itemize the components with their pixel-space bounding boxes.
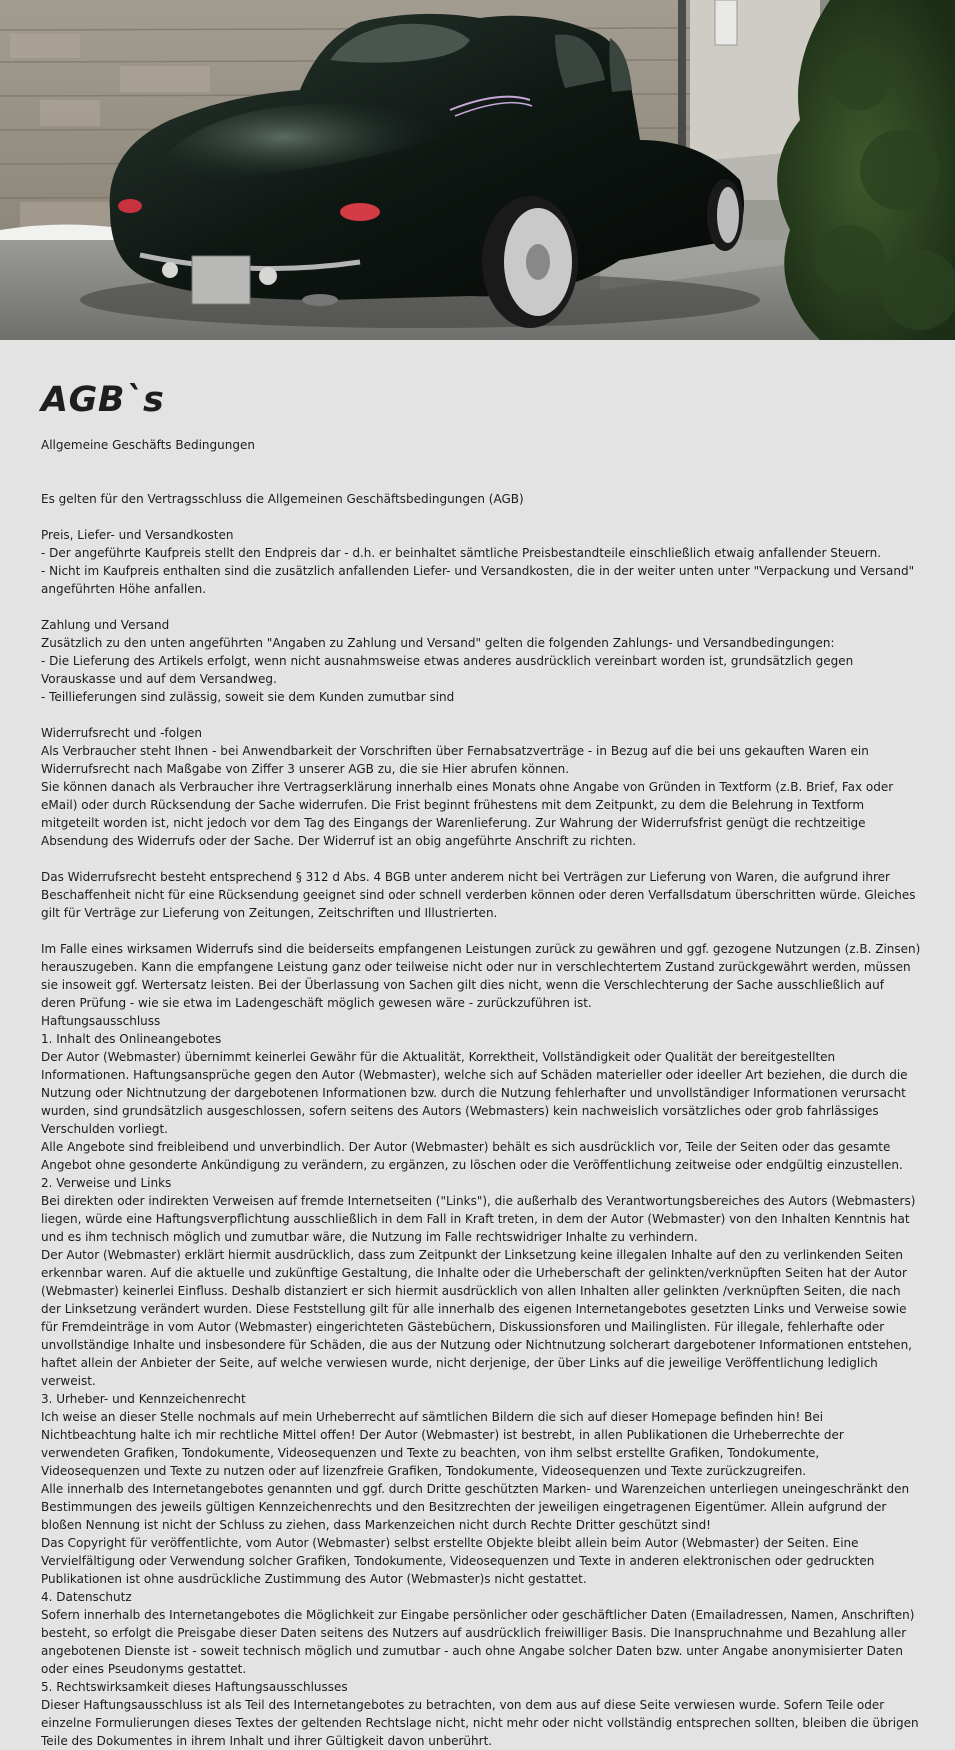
- agb-section: [41, 616, 921, 706]
- paragraph: Alle Angebote sind freibleibend und unverbindlich. Der Autor (Webmaster) behält es sich ausdrücklich vor, Teile der Seiten oder das gesamte Angebot ohne gesonderte Ankündigung zu verändern, zu ergänzen, zu löschen oder die Veröffentlichung zeitweise oder endgültig einzustellen.: [41, 1140, 903, 1172]
- section-heading: 4. Datenschutz: [41, 1590, 132, 1604]
- section-heading: Preis, Liefer- und Versandkosten: [41, 528, 234, 542]
- paragraph: Als Verbraucher steht Ihnen - bei Anwendbarkeit der Vorschriften über Fernabsatzverträge - in Bezug auf die bei uns gekauften Waren ein Widerrufsrecht nach Maßgabe von Ziffer 3 unserer AGB zu, die sie Hier abrufen können.: [41, 744, 869, 776]
- paragraph: Zusätzlich zu den unten angeführten "Angaben zu Zahlung und Versand" gelten die folgenden Zahlungs- und Versandbedingungen:: [41, 636, 835, 650]
- paragraph: Das Widerrufsrecht besteht entsprechend § 312 d Abs. 4 BGB unter anderem nicht bei Verträgen zur Lieferung von Waren, die aufgrund ihrer Beschaffenheit nicht für eine Rücksendung geeignet sind oder schnell verderben können oder deren Verfallsdatum überschritten würde. Gleiches gilt für Verträge zur Lieferung von Zeitungen, Zeitschriften und Illustrierten.: [41, 870, 916, 920]
- main-content: [0, 340, 955, 1750]
- paragraph: Dieser Haftungsausschluss ist als Teil des Internetangebotes zu betrachten, von dem aus auf diese Seite verwiesen wurde. Sofern Teile oder einzelne Formulierungen dieses Textes der geltenden Rechtslage nicht, nicht mehr oder nicht vollständig entsprechen sollten, bleiben die übrigen Teile des Dokumentes in ihrem Inhalt und ihrer Gültigkeit davon unberührt.: [41, 1698, 919, 1748]
- paragraph: Ich weise an dieser Stelle nochmals auf mein Urheberrecht auf sämtlichen Bildern die sich auf dieser Homepage befinden hin! Bei Nichtbeachtung halte ich mir rechtliche Mittel offen! Der Autor (Webmaster) ist bestrebt, in allen Publikationen die Urheberrechte der verwendeten Grafiken, Tondokumente, Videosequenzen und Texte zu beachten, von ihm selbst erstellte Grafiken, Tondokumente, Videosequenzen und Texte zu nutzen oder auf lizenzfreie Grafiken, Tondokumente, Videosequenzen und Texte zurückzugreifen.: [41, 1410, 844, 1478]
- paragraph: Es gelten für den Vertragsschluss die Allgemeinen Geschäftsbedingungen (AGB): [41, 492, 524, 506]
- section-heading: Haftungsausschluss: [41, 1014, 161, 1028]
- section-heading: Widerrufsrecht und -folgen: [41, 726, 202, 740]
- hero-image: [0, 0, 955, 340]
- section-heading: Zahlung und Versand: [41, 618, 170, 632]
- section-heading: 5. Rechtswirksamkeit dieses Haftungsausschlusses: [41, 1680, 348, 1694]
- section-heading: 3. Urheber- und Kennzeichenrecht: [41, 1392, 246, 1406]
- agb-text: [41, 490, 921, 1750]
- paragraph: Alle innerhalb des Internetangebotes genannten und ggf. durch Dritte geschützten Marken- und Warenzeichen unterliegen uneingeschränkt den Bestimmungen des jeweils gültigen Kennzeichenrechts und den Besitzrechten der jeweiligen eingetragenen Eigentümer. Allein aufgrund der bloßen Nennung ist nicht der Schluss zu ziehen, dass Markenzeichen nicht durch Rechte Dritter geschützt sind!: [41, 1482, 910, 1532]
- paragraph: Im Falle eines wirksamen Widerrufs sind die beiderseits empfangenen Leistungen zurück zu gewähren und ggf. gezogene Nutzungen (z.B. Zinsen) herauszugeben. Kann die empfangene Leistung ganz oder teilweise nicht oder nur in verschlechtertem Zustand zurückgewährt werden, müssen sie insoweit ggf. Wertersatz leisten. Bei der Überlassung von Sachen gilt dies nicht, wenn die Verschlechterung der Sache ausschließlich auf deren Prüfung - wie sie etwa im Ladengeschäft möglich gewesen wäre - zurückzuführen ist.: [41, 942, 921, 1010]
- agb-section: [41, 868, 921, 922]
- page-title: AGB`s: [41, 380, 165, 420]
- agb-section: [41, 724, 921, 850]
- paragraph: Bei direkten oder indirekten Verweisen auf fremde Internetseiten ("Links"), die außerhalb des Verantwortungsbereiches des Autors (Webmasters) liegen, würde eine Haftungsverpflichtung ausschließlich in dem Fall in Kraft treten, in dem der Autor (Webmaster) von den Inhalten Kenntnis hat und es ihm technisch möglich und zumutbar wäre, die Nutzung im Falle rechtswidriger Inhalte zu verhindern.: [41, 1194, 916, 1244]
- agb-section: [41, 526, 921, 598]
- section-heading: 1. Inhalt des Onlineangebotes: [41, 1032, 222, 1046]
- paragraph: Sie können danach als Verbraucher ihre Vertragserklärung innerhalb eines Monats ohne Angabe von Gründen in Textform (z.B. Brief, Fax oder eMail) oder durch Rücksendung der Sache widerrufen. Die Frist beginnt frühestens mit dem Zeitpunkt, zu dem die Belehrung in Textform mitgeteilt worden ist, nicht jedoch vor dem Tag des Eingangs der Warenlieferung. Zur Wahrung der Widerrufsfrist genügt die rechtzeitige Absendung des Widerrufs oder der Sache. Der Widerruf ist an obig angeführte Anschrift zu richten.: [41, 780, 894, 848]
- agb-section: [41, 490, 921, 508]
- paragraph: Sofern innerhalb des Internetangebotes die Möglichkeit zur Eingabe persönlicher oder geschäftlicher Daten (Emailadressen, Namen, Anschriften) besteht, so erfolgt die Preisgabe dieser Daten seitens des Nutzers auf ausdrücklich freiwilliger Basis. Die Inanspruchnahme und Bezahlung aller angebotenen Dienste ist - soweit technisch möglich und zumutbar - auch ohne Angabe solcher Daten bzw. unter Angabe anonymisierter Daten oder eines Pseudonyms gestattet.: [41, 1608, 915, 1676]
- paragraph: - Teillieferungen sind zulässig, soweit sie dem Kunden zumutbar sind: [41, 690, 455, 704]
- agb-section: [41, 940, 921, 1750]
- car-photo: [0, 0, 955, 340]
- paragraph: Der Autor (Webmaster) übernimmt keinerlei Gewähr für die Aktualität, Korrektheit, Vollständigkeit oder Qualität der bereitgestellten Informationen. Haftungsansprüche gegen den Autor (Webmaster), welche sich auf Schäden materieller oder ideeller Art beziehen, die durch die Nutzung oder Nichtnutzung der dargebotenen Informationen bzw. durch die Nutzung fehlerhafter und unvollständiger Informationen verursacht wurden, sind grundsätzlich ausgeschlossen, sofern seitens des Autors (Webmasters) kein nachweislich vorsätzliches oder grob fahrlässiges Verschulden vorliegt.: [41, 1050, 908, 1136]
- section-heading: 2. Verweise und Links: [41, 1176, 172, 1190]
- page-subtitle: Allgemeine Geschäfts Bedingungen: [41, 438, 255, 452]
- paragraph: - Der angeführte Kaufpreis stellt den Endpreis dar - d.h. er beinhaltet sämtliche Preisbestandteile einschließlich etwaig anfallender Steuern.: [41, 546, 882, 560]
- paragraph: Der Autor (Webmaster) erklärt hiermit ausdrücklich, dass zum Zeitpunkt der Linksetzung keine illegalen Inhalte auf den zu verlinkenden Seiten erkennbar waren. Auf die aktuelle und zukünftige Gestaltung, die Inhalte oder die Urheberschaft der gelinkten/verknüpften Seiten hat der Autor (Webmaster) keinerlei Einfluss. Deshalb distanziert er sich hiermit ausdrücklich von allen Inhalten aller gelinkten /verknüpften Seiten, die nach der Linksetzung verändert wurden. Diese Feststellung gilt für alle innerhalb des eigenen Internetangebotes gesetzten Links und Verweise sowie für Fremdeinträge in vom Autor (Webmaster) eingerichteten Gästebüchern, Diskussionsforen und Mailinglisten. Für illegale, fehlerhafte oder unvollständige Inhalte und insbesondere für Schäden, die aus der Nutzung oder Nichtnutzung solcherart dargebotener Informationen entstehen, haftet allein der Anbieter der Seite, auf welche verwiesen wurde, nicht derjenige, der über Links auf die jeweilige Veröffentlichung lediglich verweist.: [41, 1248, 912, 1388]
- paragraph: Das Copyright für veröffentlichte, vom Autor (Webmaster) selbst erstellte Objekte bleibt allein beim Autor (Webmaster) der Seiten. Eine Vervielfältigung oder Verwendung solcher Grafiken, Tondokumente, Videosequenzen und Texte in anderen elektronischen oder gedruckten Publikationen ist ohne ausdrückliche Zustimmung des Autor (Webmaster)s nicht gestattet.: [41, 1536, 875, 1586]
- paragraph: - Nicht im Kaufpreis enthalten sind die zusätzlich anfallenden Liefer- und Versandkosten, die in der weiter unten unter "Verpackung und Versand" angeführten Höhe anfallen.: [41, 564, 915, 596]
- paragraph: - Die Lieferung des Artikels erfolgt, wenn nicht ausnahmsweise etwas anderes ausdrücklich vereinbart worden ist, grundsätzlich gegen Vorauskasse und auf dem Versandweg.: [41, 654, 854, 686]
